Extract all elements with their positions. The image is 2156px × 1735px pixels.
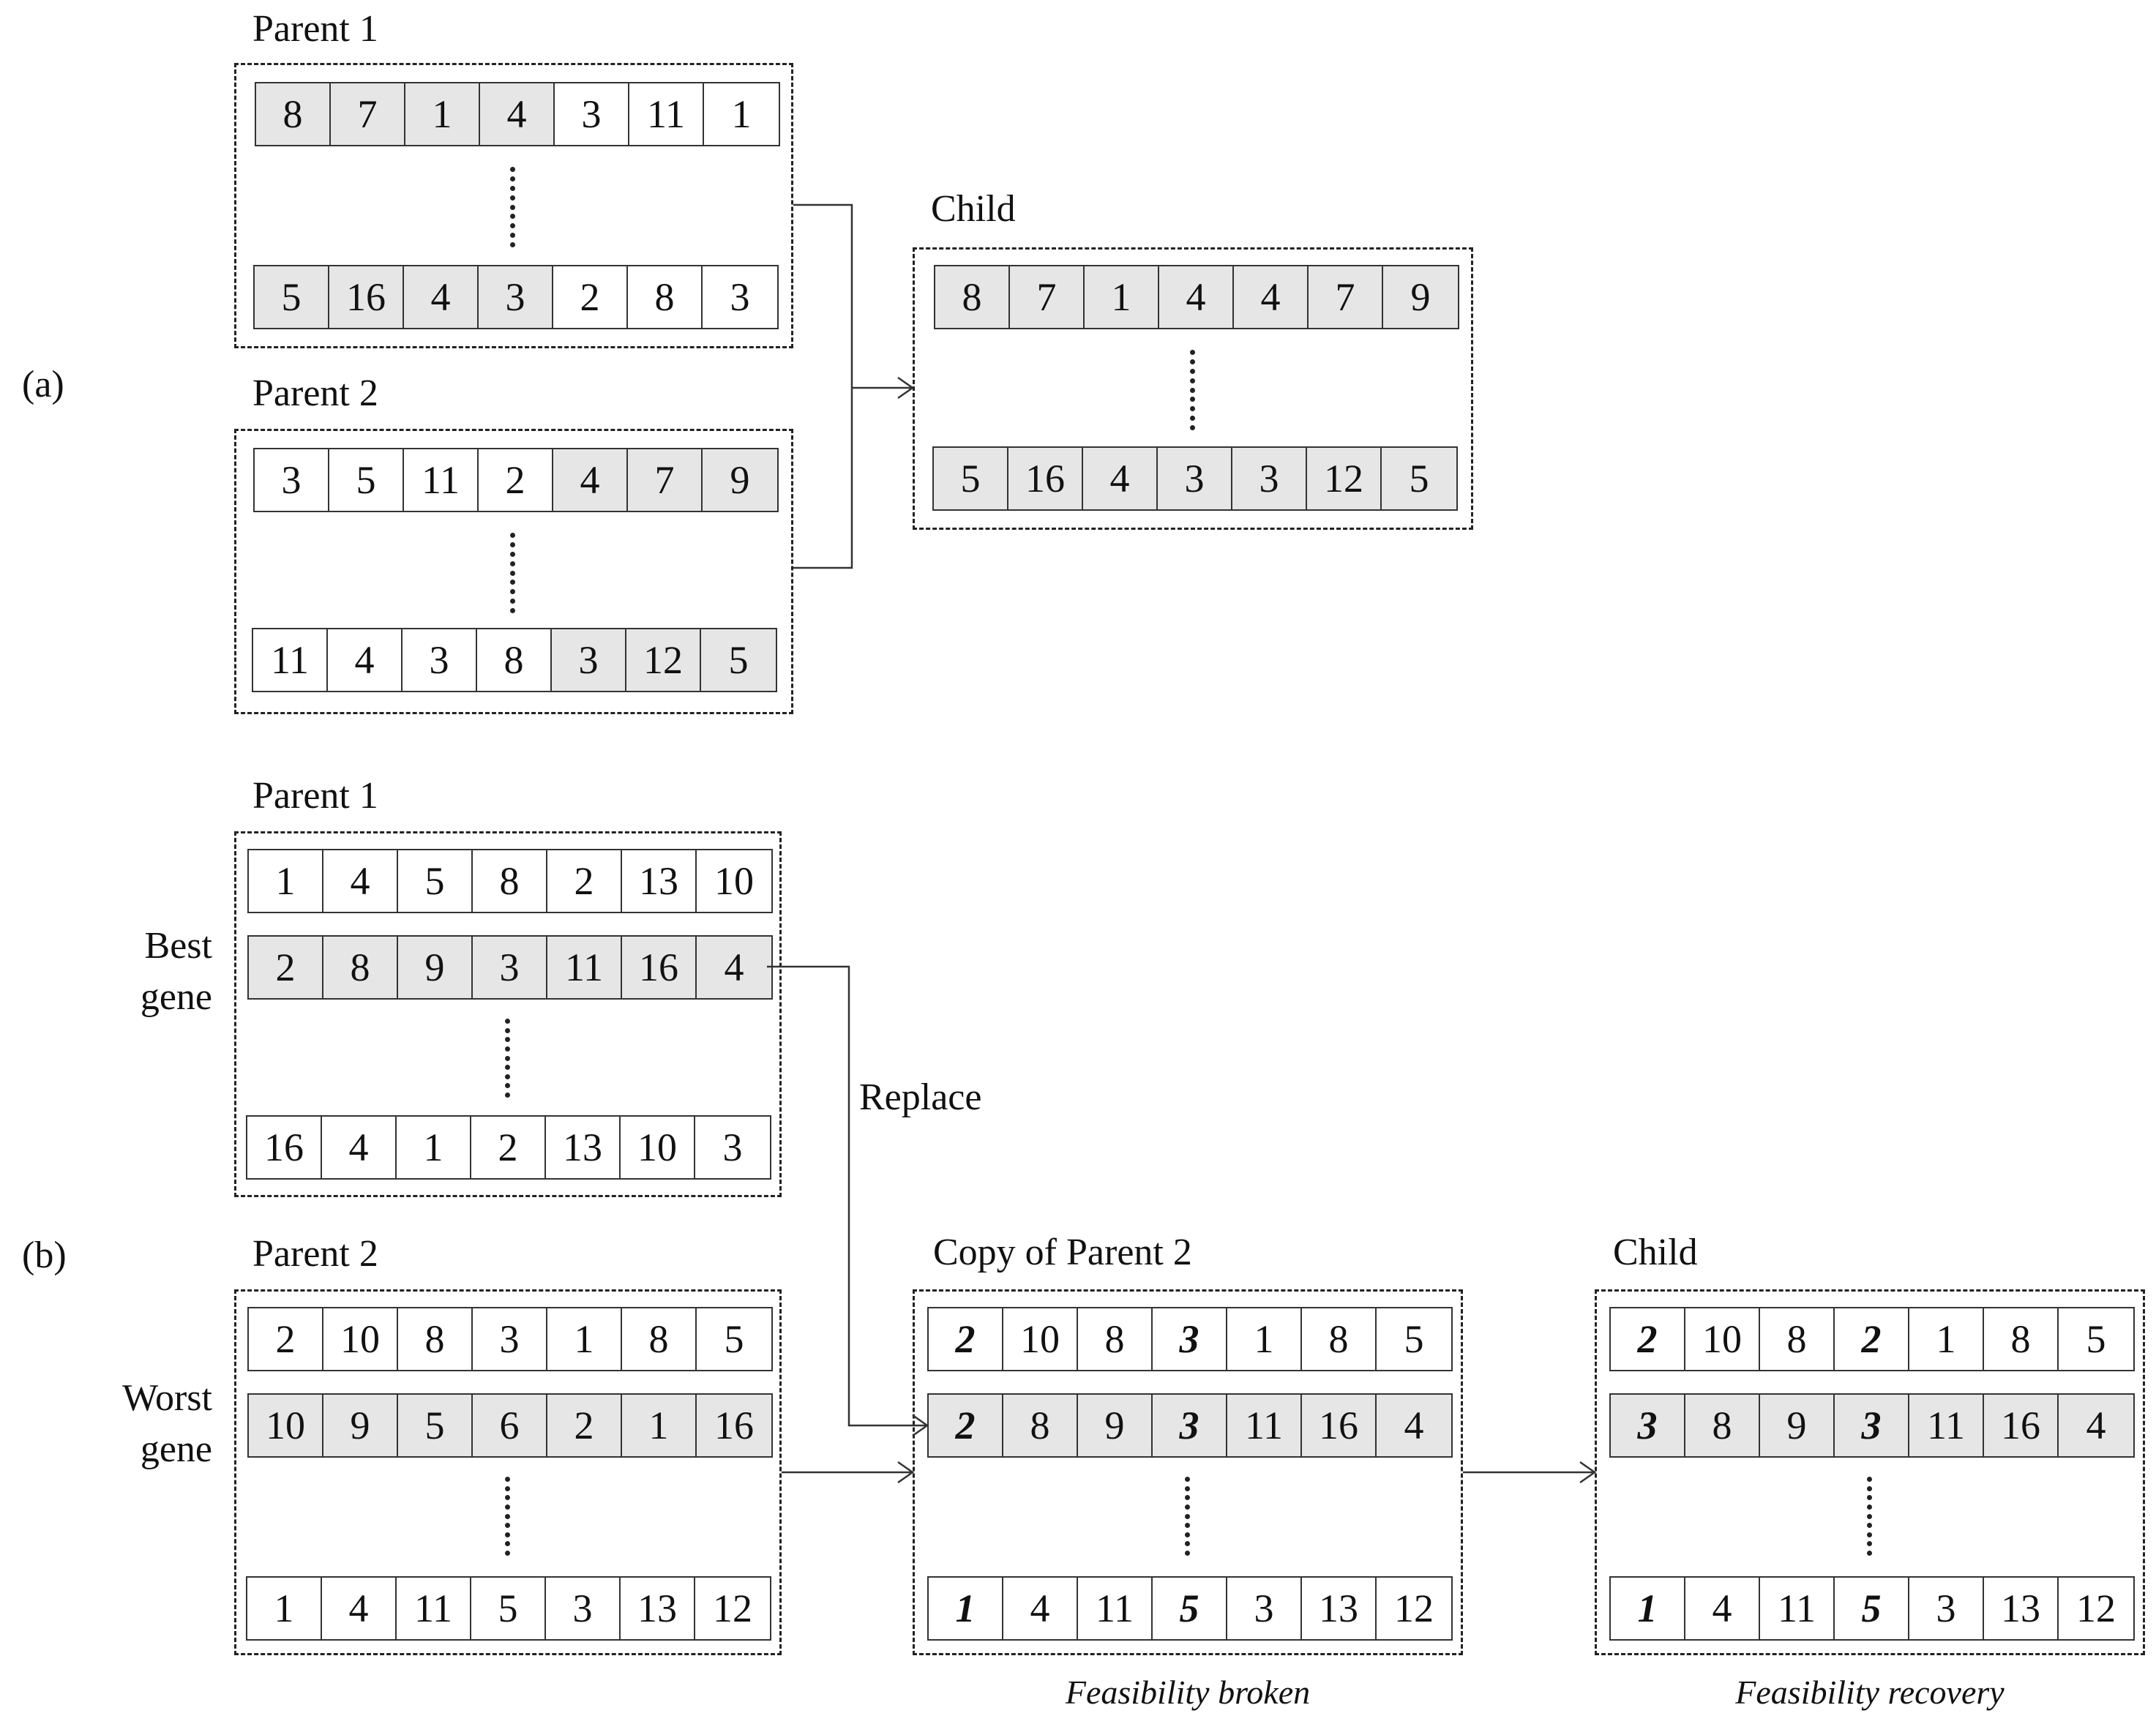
best-gene-label-line1: Best bbox=[144, 925, 212, 967]
gene-cell: 3 bbox=[552, 629, 626, 691]
gene-cell: 12 bbox=[2059, 1578, 2133, 1639]
gene-cell: 3 bbox=[1227, 1578, 1302, 1639]
b-copy-title: Copy of Parent 2 bbox=[933, 1232, 1192, 1273]
gene-cell: 13 bbox=[621, 1578, 695, 1639]
gene-cell: 3 bbox=[1153, 1308, 1227, 1370]
gene-cell: 16 bbox=[1984, 1395, 2059, 1456]
gene-cell: 3 bbox=[546, 1578, 621, 1639]
gene-cell: 8 bbox=[935, 266, 1010, 328]
gene-cell: 4 bbox=[697, 937, 771, 998]
gene-cell: 4 bbox=[328, 629, 403, 691]
gene-cell: 8 bbox=[1078, 1308, 1153, 1370]
gene-cell: 3 bbox=[555, 83, 629, 145]
panel-b-label: (b) bbox=[22, 1234, 67, 1276]
b-parent2-title: Parent 2 bbox=[252, 1233, 378, 1275]
gene-cell: 5 bbox=[329, 449, 404, 511]
gene-cell: 11 bbox=[629, 83, 704, 145]
gene-cell: 3 bbox=[695, 1117, 770, 1178]
gene-cell: 9 bbox=[398, 937, 473, 998]
gene-cell: 5 bbox=[255, 266, 329, 328]
best-gene-label-line2: gene bbox=[140, 976, 212, 1019]
gene-cell: 2 bbox=[471, 1117, 546, 1178]
gene-cell: 8 bbox=[398, 1308, 473, 1370]
gene-cell: 4 bbox=[1159, 266, 1234, 328]
gene-cell: 2 bbox=[929, 1395, 1003, 1456]
gene-cell: 12 bbox=[626, 629, 701, 691]
gene-cell: 11 bbox=[397, 1578, 471, 1639]
gene-cell: 5 bbox=[697, 1308, 771, 1370]
gene-cell: 8 bbox=[1984, 1308, 2059, 1370]
gene-cell: 10 bbox=[697, 850, 771, 912]
gene-cell: 4 bbox=[480, 83, 555, 145]
gene-cell: 16 bbox=[1302, 1395, 1377, 1456]
gene-cell: 1 bbox=[704, 83, 779, 145]
a-parent2-title: Parent 2 bbox=[252, 372, 378, 414]
gene-cell: 4 bbox=[404, 266, 479, 328]
gene-cell: 8 bbox=[256, 83, 331, 145]
gene-cell: 2 bbox=[547, 850, 622, 912]
feasibility-broken-caption: Feasibility broken bbox=[1065, 1674, 1311, 1711]
gene-cell: 4 bbox=[553, 449, 628, 511]
gene-cell: 4 bbox=[1685, 1578, 1760, 1639]
gene-cell: 13 bbox=[1302, 1578, 1377, 1639]
a-parent1-title: Parent 1 bbox=[252, 8, 378, 50]
gene-cell: 5 bbox=[1382, 448, 1456, 509]
gene-cell: 3 bbox=[403, 629, 477, 691]
gene-cell: 1 bbox=[247, 1578, 322, 1639]
gene-cell: 1 bbox=[1085, 266, 1159, 328]
gene-cell: 5 bbox=[1377, 1308, 1451, 1370]
gene-cell: 2 bbox=[929, 1308, 1003, 1370]
gene-cell: 8 bbox=[1760, 1308, 1835, 1370]
gene-cell: 3 bbox=[1611, 1395, 1685, 1456]
gene-cell: 12 bbox=[695, 1578, 770, 1639]
gene-cell: 13 bbox=[546, 1117, 621, 1178]
gene-cell: 3 bbox=[1835, 1395, 1909, 1456]
gene-cell: 8 bbox=[1003, 1395, 1078, 1456]
gene-cell: 1 bbox=[249, 850, 323, 912]
gene-cell: 11 bbox=[404, 449, 479, 511]
gene-cell: 7 bbox=[628, 449, 703, 511]
gene-cell: 16 bbox=[247, 1117, 322, 1178]
gene-cell: 8 bbox=[1302, 1308, 1377, 1370]
gene-cell: 3 bbox=[1158, 448, 1232, 509]
gene-cell: 1 bbox=[397, 1117, 471, 1178]
gene-cell: 7 bbox=[1309, 266, 1383, 328]
gene-cell: 4 bbox=[322, 1117, 397, 1178]
gene-cell: 6 bbox=[473, 1395, 547, 1456]
gene-cell: 11 bbox=[1909, 1395, 1984, 1456]
gene-cell: 2 bbox=[547, 1395, 622, 1456]
gene-cell: 2 bbox=[1835, 1308, 1909, 1370]
worst-gene-label-line2: gene bbox=[140, 1428, 212, 1471]
gene-cell: 1 bbox=[929, 1578, 1003, 1639]
gene-cell: 5 bbox=[701, 629, 776, 691]
gene-cell: 7 bbox=[1010, 266, 1085, 328]
gene-cell: 4 bbox=[2059, 1395, 2133, 1456]
gene-cell: 8 bbox=[622, 1308, 697, 1370]
gene-cell: 7 bbox=[331, 83, 405, 145]
gene-cell: 5 bbox=[471, 1578, 546, 1639]
gene-cell: 3 bbox=[255, 449, 329, 511]
gene-cell: 10 bbox=[323, 1308, 398, 1370]
gene-cell: 11 bbox=[1227, 1395, 1302, 1456]
gene-cell: 2 bbox=[249, 937, 323, 998]
gene-cell: 9 bbox=[1760, 1395, 1835, 1456]
gene-cell: 11 bbox=[1760, 1578, 1835, 1639]
gene-cell: 9 bbox=[1078, 1395, 1153, 1456]
gene-cell: 3 bbox=[1232, 448, 1307, 509]
gene-cell: 11 bbox=[253, 629, 328, 691]
gene-cell: 13 bbox=[622, 850, 697, 912]
gene-cell: 4 bbox=[1234, 266, 1309, 328]
gene-cell: 2 bbox=[249, 1308, 323, 1370]
gene-cell: 2 bbox=[553, 266, 628, 328]
gene-cell: 9 bbox=[323, 1395, 398, 1456]
gene-cell: 11 bbox=[547, 937, 622, 998]
a-child-title: Child bbox=[931, 188, 1016, 230]
gene-cell: 1 bbox=[1909, 1308, 1984, 1370]
gene-cell: 10 bbox=[621, 1117, 695, 1178]
gene-cell: 8 bbox=[477, 629, 552, 691]
b-parent1-title: Parent 1 bbox=[252, 775, 378, 817]
gene-cell: 3 bbox=[479, 266, 553, 328]
gene-cell: 2 bbox=[1611, 1308, 1685, 1370]
gene-cell: 12 bbox=[1377, 1578, 1451, 1639]
gene-cell: 3 bbox=[1153, 1395, 1227, 1456]
gene-cell: 5 bbox=[2059, 1308, 2133, 1370]
gene-cell: 4 bbox=[1377, 1395, 1451, 1456]
gene-cell: 11 bbox=[1078, 1578, 1153, 1639]
replace-label: Replace bbox=[859, 1076, 982, 1118]
gene-cell: 1 bbox=[1611, 1578, 1685, 1639]
gene-cell: 8 bbox=[628, 266, 703, 328]
gene-cell: 8 bbox=[473, 850, 547, 912]
gene-cell: 12 bbox=[1307, 448, 1382, 509]
gene-cell: 5 bbox=[934, 448, 1008, 509]
gene-cell: 10 bbox=[1003, 1308, 1078, 1370]
gene-cell: 5 bbox=[398, 1395, 473, 1456]
gene-cell: 1 bbox=[622, 1395, 697, 1456]
gene-cell: 8 bbox=[323, 937, 398, 998]
gene-cell: 4 bbox=[1003, 1578, 1078, 1639]
gene-cell: 16 bbox=[329, 266, 404, 328]
a-merge-bracket bbox=[793, 205, 852, 568]
gene-cell: 3 bbox=[703, 266, 777, 328]
panel-a-label: (a) bbox=[22, 364, 64, 405]
gene-cell: 3 bbox=[473, 937, 547, 998]
gene-cell: 2 bbox=[479, 449, 553, 511]
gene-cell: 3 bbox=[1909, 1578, 1984, 1639]
gene-cell: 8 bbox=[1685, 1395, 1760, 1456]
gene-cell: 1 bbox=[547, 1308, 622, 1370]
gene-cell: 9 bbox=[1383, 266, 1458, 328]
gene-cell: 10 bbox=[249, 1395, 323, 1456]
gene-cell: 4 bbox=[322, 1578, 397, 1639]
gene-cell: 1 bbox=[1227, 1308, 1302, 1370]
gene-cell: 4 bbox=[323, 850, 398, 912]
worst-gene-label-line1: Worst bbox=[122, 1377, 212, 1419]
gene-cell: 3 bbox=[473, 1308, 547, 1370]
gene-cell: 1 bbox=[405, 83, 480, 145]
gene-cell: 13 bbox=[1984, 1578, 2059, 1639]
feasibility-recovery-caption: Feasibility recovery bbox=[1735, 1674, 2005, 1711]
gene-cell: 16 bbox=[1008, 448, 1083, 509]
b-child-title: Child bbox=[1613, 1232, 1698, 1273]
gene-cell: 16 bbox=[622, 937, 697, 998]
gene-cell: 5 bbox=[398, 850, 473, 912]
replace-arrow bbox=[767, 967, 927, 1425]
gene-cell: 16 bbox=[697, 1395, 771, 1456]
gene-cell: 10 bbox=[1685, 1308, 1760, 1370]
gene-cell: 5 bbox=[1153, 1578, 1227, 1639]
gene-cell: 4 bbox=[1083, 448, 1158, 509]
gene-cell: 9 bbox=[703, 449, 777, 511]
gene-cell: 5 bbox=[1835, 1578, 1909, 1639]
